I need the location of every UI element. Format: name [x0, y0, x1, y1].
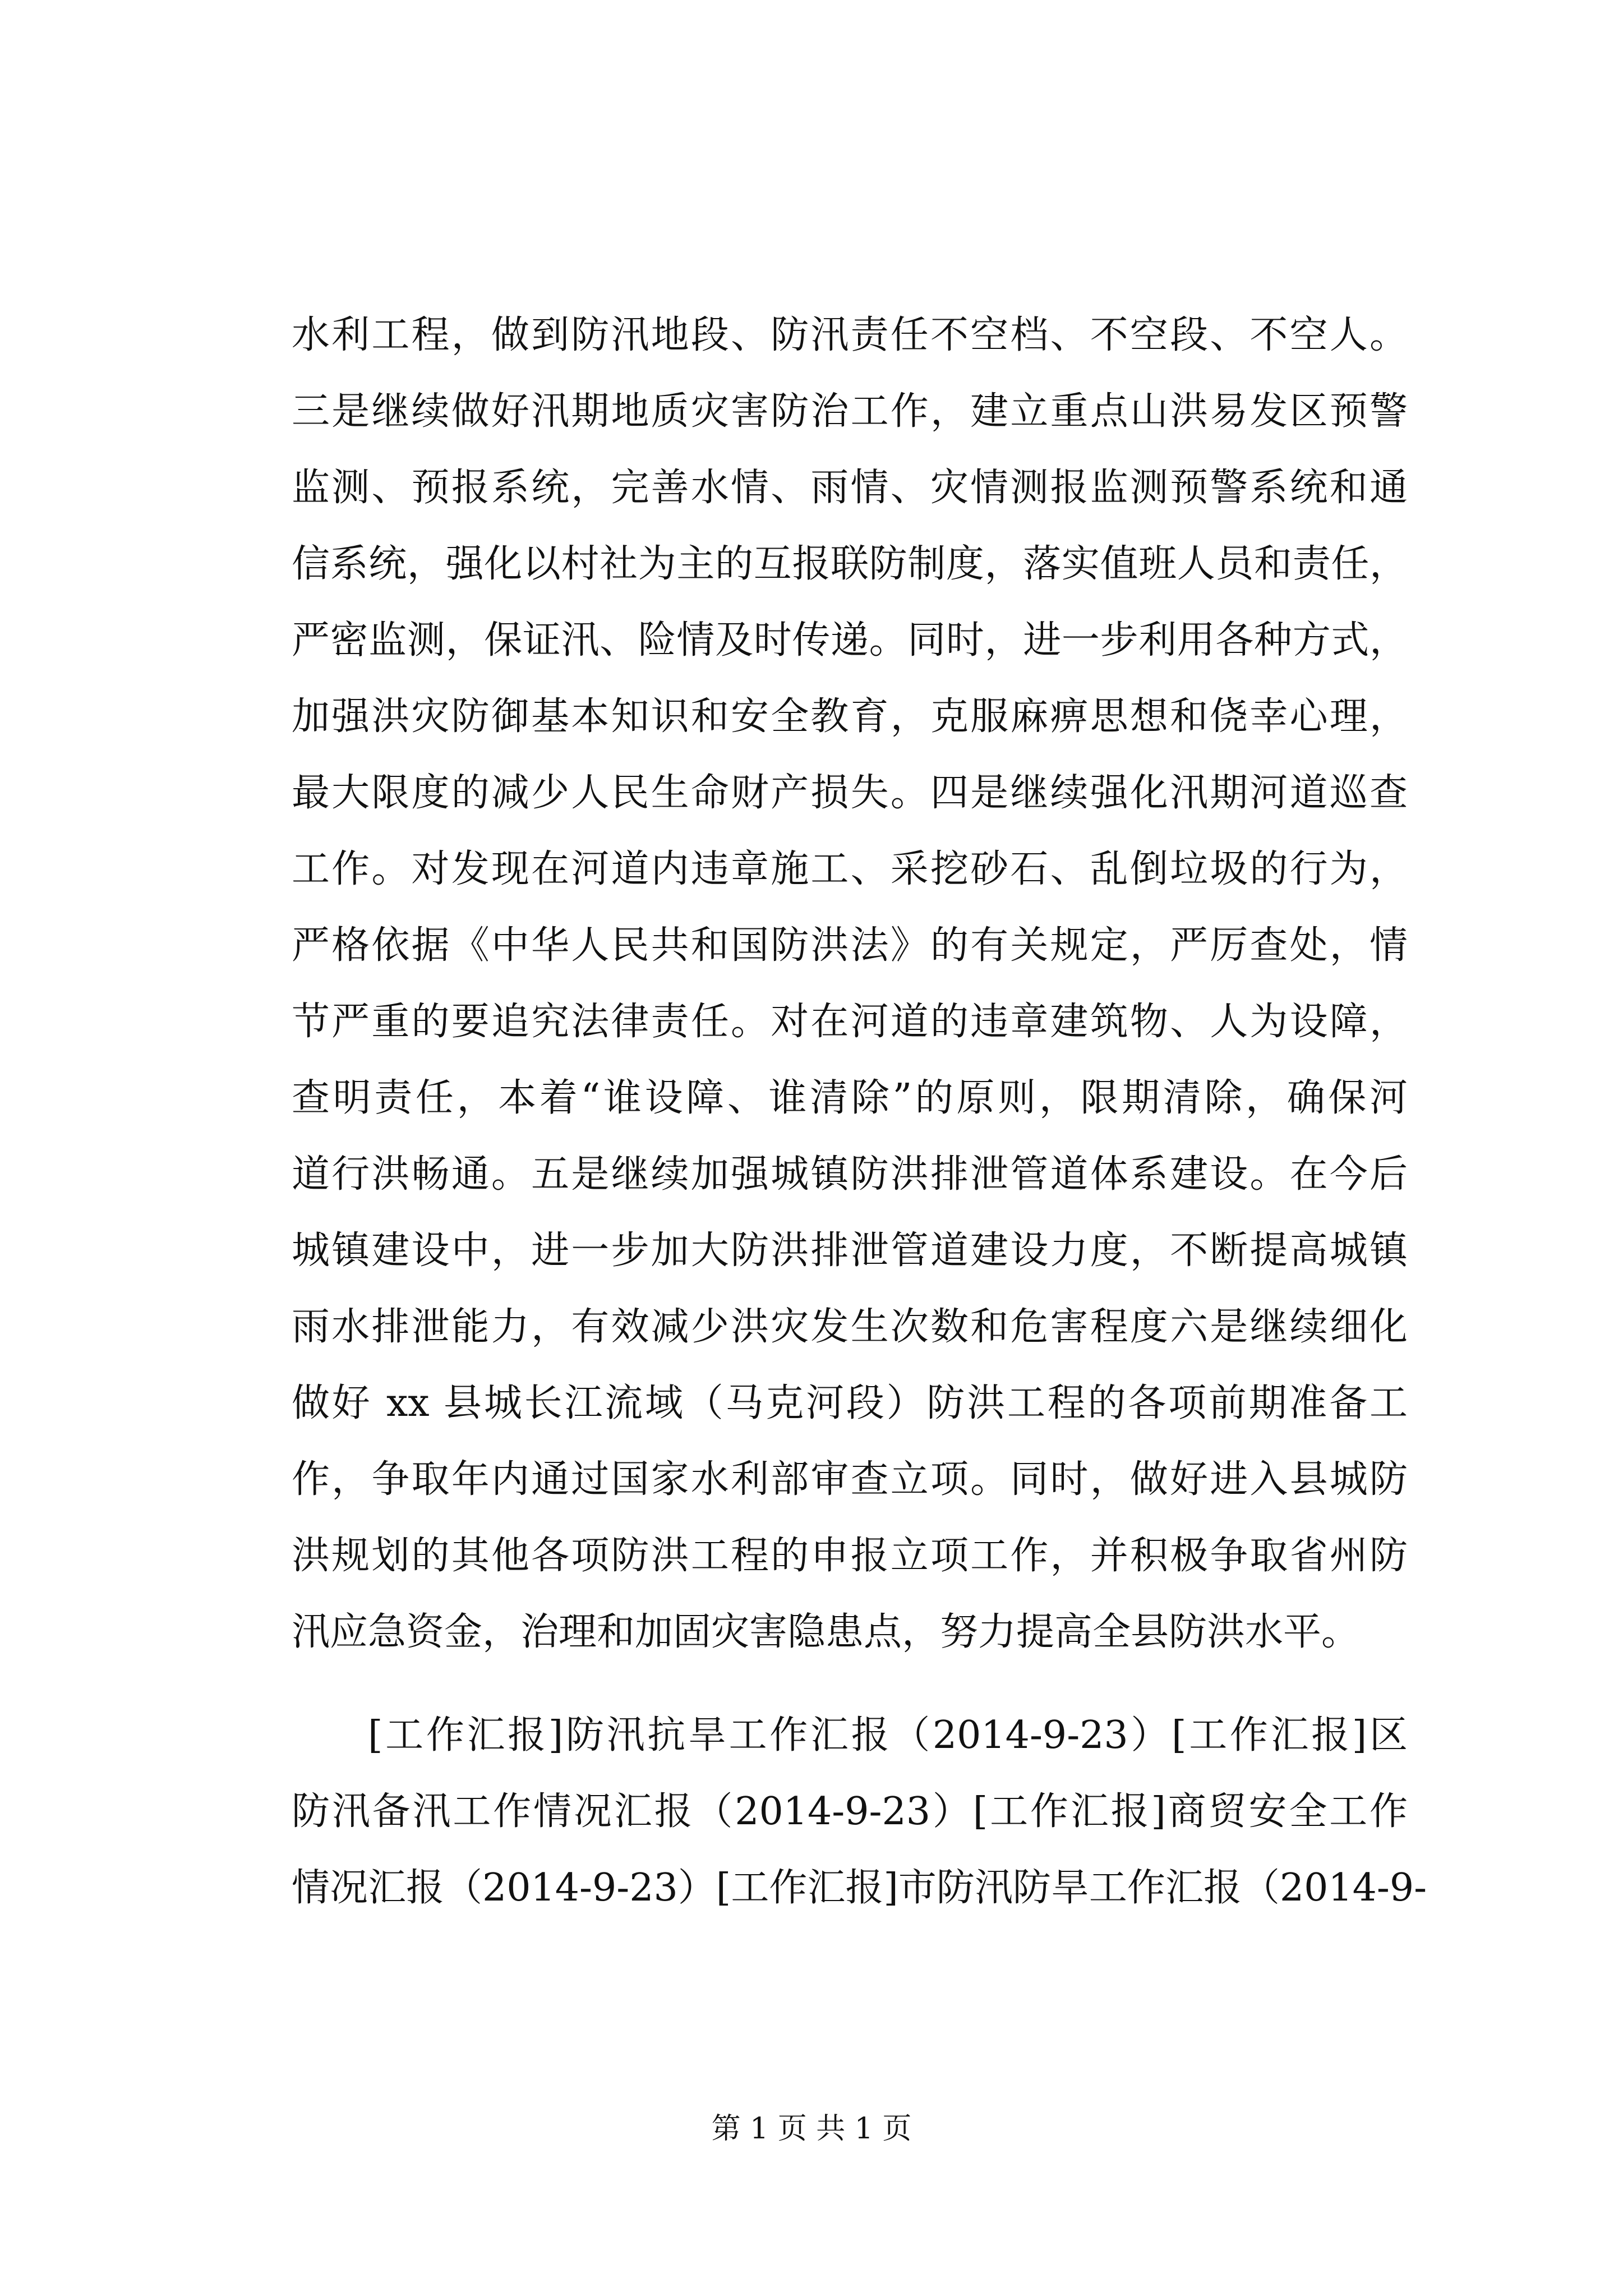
text-line: 工作。对发现在河道内违章施工、采挖砂石、乱倒垃圾的行为，: [292, 847, 1408, 891]
text-line: 作，争取年内通过国家水利部审查立项。同时，做好进入县城防: [292, 1457, 1408, 1502]
paragraph-2: [292, 1697, 1427, 1926]
document-body: [292, 297, 1427, 1926]
text-line: 查明责任，本着“谁设障、谁清除”的原则，限期清除，确保河: [292, 1076, 1408, 1120]
text-line: 雨水排泄能力，有效减少洪灾发生次数和危害程度六是继续细化: [292, 1305, 1408, 1349]
text-line: 加强洪灾防御基本知识和安全教育，克服麻痹思想和侥幸心理，: [292, 694, 1408, 739]
text-line: 水利工程，做到防汛地段、防汛责任不空档、不空段、不空人。: [292, 313, 1408, 357]
text-line: 防汛备汛工作情况汇报（2014-9-23）[工作汇报]商贸安全工作: [292, 1789, 1408, 1834]
text-line: 严格依据《中华人民共和国防洪法》的有关规定，严厉查处，情: [292, 923, 1408, 968]
paragraph-gap: [292, 1671, 1408, 1697]
text-line: 节严重的要追究法律责任。对在河道的违章建筑物、人为设障，: [292, 1000, 1408, 1044]
text-line: 洪规划的其他各项防洪工程的申报立项工作，并积极争取省州防: [292, 1534, 1408, 1578]
text-line: 监测、预报系统，完善水情、雨情、灾情测报监测预警系统和通: [292, 466, 1408, 510]
text-line: 做好 xx 县城长江流域（马克河段）防洪工程的各项前期准备工: [292, 1381, 1408, 1425]
text-line: 信系统，强化以村社为主的互报联防制度，落实值班人员和责任，: [292, 542, 1408, 586]
text-line: 汛应急资金，治理和加固灾害隐患点，努力提高全县防洪水平。: [292, 1610, 1360, 1654]
text-line: [工作汇报]防汛抗旱工作汇报（2014-9-23）[工作汇报]区: [368, 1713, 1408, 1757]
text-line: 道行洪畅通。五是继续加强城镇防洪排泄管道体系建设。在今后: [292, 1152, 1408, 1197]
text-line: 严密监测，保证汛、险情及时传递。同时，进一步利用各种方式，: [292, 618, 1408, 662]
paragraph-1: [292, 297, 1408, 1671]
text-line: 城镇建设中，进一步加大防洪排泄管道建设力度，不断提高城镇: [292, 1228, 1408, 1273]
text-line: 最大限度的减少人民生命财产损失。四是继续强化汛期河道巡查: [292, 771, 1408, 815]
text-line: 情况汇报（2014-9-23）[工作汇报]市防汛防旱工作汇报（2014-9-: [292, 1866, 1427, 1910]
page-footer: [0, 2109, 1623, 2148]
page-number-label: 第 1 页 共 1 页: [711, 2112, 912, 2146]
text-line: 三是继续做好汛期地质灾害防治工作，建立重点山洪易发区预警: [292, 389, 1408, 434]
